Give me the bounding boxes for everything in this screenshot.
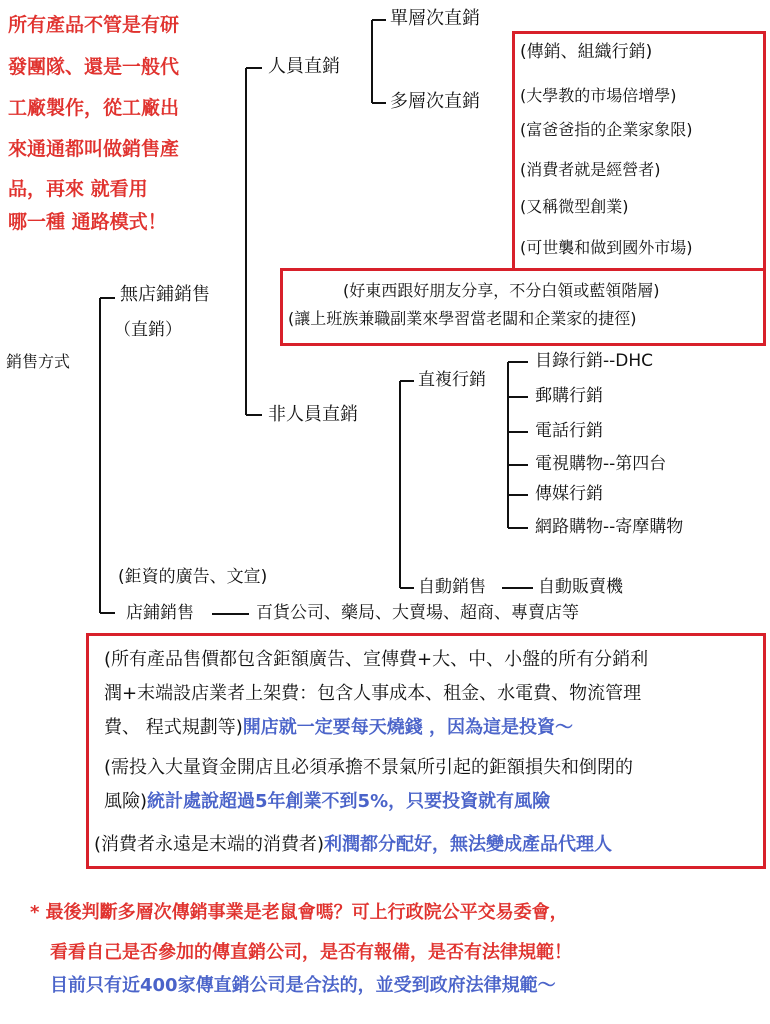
intro-line-4: 來通通都叫做銷售產 [8, 138, 180, 160]
auto-sales-label: 自動銷售 [418, 577, 486, 597]
cost-line-2: 潤+末端設店業者上架費：包含人事成本、租金、水電費、物流管理 [104, 683, 642, 704]
intro-line-2: 發團隊、還是一般代 [8, 56, 180, 78]
connector-no-store [246, 68, 262, 415]
footer-line-2: 看看自己是否參加的傳直銷公司，是否有報備，是否有法律規範！ [50, 942, 572, 963]
auto-sales-item: 自動販賣機 [538, 577, 623, 597]
intro-line-6: 哪一種 通路模式！ [8, 211, 167, 233]
store-item: 百貨公司、藥局、大賣場、超商、專賣店等 [256, 603, 579, 623]
multi-note-4: (消費者就是經營者) [520, 160, 661, 179]
cost-line-5-black: 風險) [104, 791, 148, 812]
no-store-label: 無店鋪銷售 [120, 284, 210, 305]
store-label: 店鋪銷售 [126, 603, 194, 623]
cost-line-3-blue: 開店就一定要每天燒錢 ，因為這是投資～ [242, 717, 574, 738]
multi-level-label: 多層次直銷 [390, 91, 480, 112]
cost-line-6-blue: 利潤都分配好，無法變成產品代理人 [324, 834, 613, 855]
connector-direct-marketing [508, 362, 528, 528]
direct-item-2: 郵購行銷 [535, 386, 603, 406]
share-note-1: (好東西跟好朋友分享，不分白領或藍領階層) [343, 281, 660, 300]
direct-item-3: 電話行銷 [535, 421, 603, 441]
single-level-label: 單層次直銷 [390, 8, 480, 29]
cost-line-4: (需投入大量資金開店且必須承擔不景氣所引起的鉅額損失和倒閉的 [104, 757, 634, 778]
connector-personnel [372, 20, 386, 103]
share-note-2: (讓上班族兼職副業來學習當老闆和企業家的捷徑) [288, 309, 637, 328]
no-store-sub: （直銷） [114, 320, 182, 340]
multi-note-5: (又稱微型創業) [520, 197, 629, 216]
cost-line-5 [104, 785, 550, 819]
intro-line-3: 工廠製作，從工廠出 [8, 97, 180, 119]
footer-line-3: 目前只有近400家傳直銷公司是合法的，並受到政府法律規範～ [50, 975, 556, 996]
direct-item-4: 電視購物--第四台 [535, 454, 667, 474]
multi-level-notes-box [512, 31, 766, 271]
cost-line-5-blue: 統計處說超過5年創業不到5%，只要投資就有風險 [147, 791, 551, 812]
multi-note-1: (傳銷、組織行銷) [520, 42, 653, 62]
intro-line-5: 品，再來 就看用 [8, 178, 148, 200]
cost-line-3 [104, 711, 573, 745]
connector-root [100, 298, 115, 613]
multi-note-6: (可世襲和做到國外市場) [520, 238, 693, 257]
direct-item-1: 目錄行銷--DHC [535, 351, 654, 371]
multi-note-2: (大學教的市場倍增學) [520, 86, 677, 105]
footer-line-1: * 最後判斷多層次傳銷事業是老鼠會嗎？可上行政院公平交易委會， [30, 902, 568, 923]
intro-line-1: 所有產品不管是有研 [8, 14, 180, 36]
direct-item-6: 網路購物--寄摩購物 [535, 517, 684, 537]
root-label: 銷售方式 [6, 352, 71, 371]
store-note: (鉅資的廣告、文宣) [118, 567, 268, 587]
share-notes-box [280, 268, 766, 346]
direct-item-5: 傳媒行銷 [535, 484, 603, 504]
cost-line-3-black: 費、 程式規劃等) [104, 717, 243, 738]
cost-line-6 [94, 828, 612, 862]
direct-marketing-label: 直複行銷 [418, 370, 486, 390]
multi-note-3: (富爸爸指的企業家象限) [520, 120, 693, 139]
connector-non-personnel [400, 381, 414, 588]
cost-line-6-black: (消費者永遠是末端的消費者) [94, 834, 325, 855]
cost-line-1: (所有產品售價都包含鉅額廣告、宣傳費+大、中、小盤的所有分銷利 [104, 649, 649, 670]
personnel-label: 人員直銷 [268, 56, 340, 77]
non-personnel-label: 非人員直銷 [268, 404, 358, 425]
